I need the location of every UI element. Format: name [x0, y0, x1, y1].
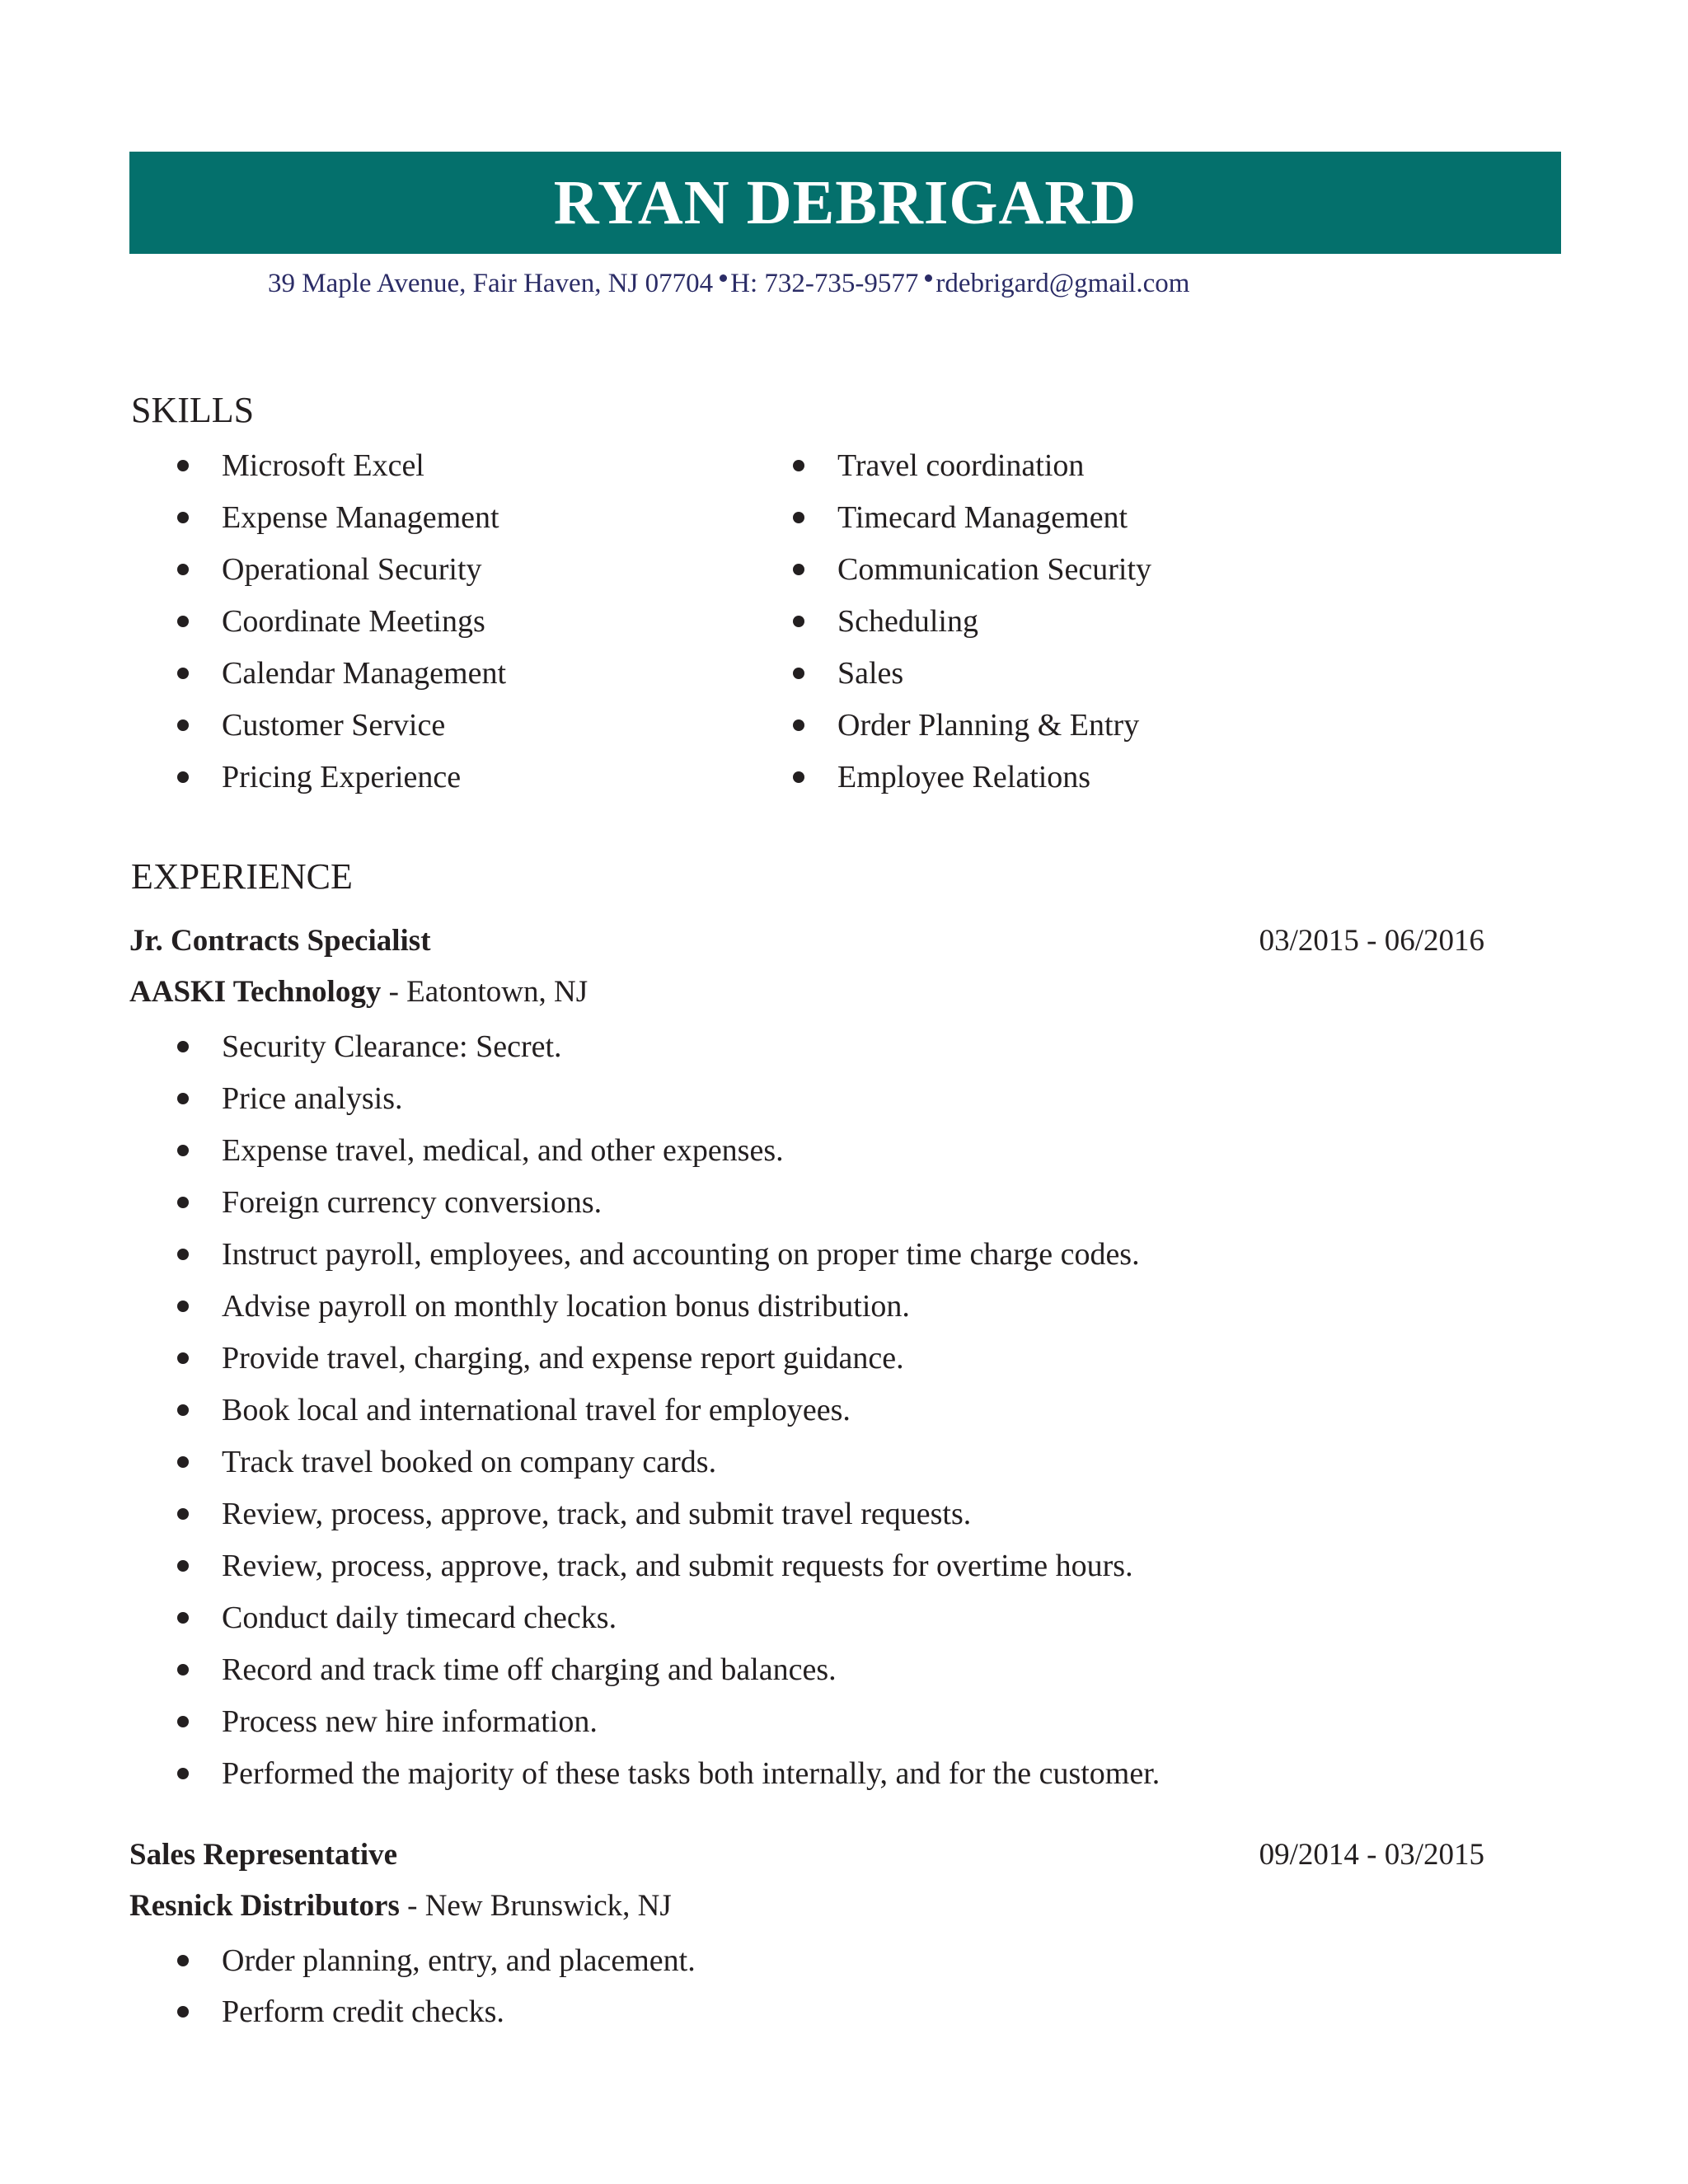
duty-item: [177, 1601, 617, 1634]
bullet-icon: [177, 564, 189, 575]
skill-item: [177, 761, 461, 794]
company-line: [129, 1891, 672, 1921]
skill-item: [793, 501, 1128, 534]
duty-text: Advise payroll on monthly location bonus distribution.: [222, 1289, 910, 1324]
bullet-icon: [793, 460, 804, 471]
skill-label: Coordinate Meetings: [222, 604, 485, 639]
duty-text: Security Clearance: Secret.: [222, 1029, 562, 1064]
skill-item: [177, 657, 506, 690]
duty-text: Provide travel, charging, and expense report guidance.: [222, 1341, 904, 1376]
job-title: Jr. Contracts Specialist: [129, 924, 431, 958]
job-dates: 03/2015 - 06/2016: [1259, 924, 1484, 958]
duty-text: Price analysis.: [222, 1081, 403, 1116]
duty-text: Perform credit checks.: [222, 1994, 504, 2029]
duty-item: [177, 1549, 1133, 1582]
duty-text: Expense travel, medical, and other expenses.: [222, 1133, 784, 1168]
bullet-icon: [177, 512, 189, 523]
bullet-icon: [177, 1612, 189, 1624]
duty-item: [177, 1705, 598, 1738]
name-banner: [129, 152, 1561, 254]
skill-item: [793, 709, 1139, 742]
skill-label: Calendar Management: [222, 656, 507, 691]
duty-text: Conduct daily timecard checks.: [222, 1601, 617, 1635]
duty-item: [177, 1757, 1160, 1790]
duty-text: Book local and international travel for employees.: [222, 1393, 851, 1427]
bullet-icon: [177, 1508, 189, 1520]
skill-label: Expense Management: [222, 500, 499, 535]
skill-label: Timecard Management: [837, 500, 1128, 535]
duty-text: Process new hire information.: [222, 1704, 598, 1739]
skill-item: [177, 449, 424, 482]
skill-label: Order Planning & Entry: [837, 708, 1140, 743]
duty-item: [177, 1944, 696, 1977]
skill-item: [793, 449, 1084, 482]
contact-address: 39 Maple Avenue, Fair Haven, NJ 07704: [268, 269, 714, 298]
bullet-icon: [177, 1041, 189, 1052]
bullet-icon: [177, 1768, 189, 1779]
skill-label: Pricing Experience: [222, 760, 462, 794]
duty-text: Instruct payroll, employees, and accounting on proper time charge codes.: [222, 1237, 1140, 1272]
bullet-icon: [177, 1456, 189, 1468]
bullet-icon: [793, 719, 804, 731]
skill-label: Sales: [837, 656, 904, 691]
duty-item: [177, 1030, 562, 1063]
duty-item: [177, 1134, 784, 1167]
contact-line: [268, 270, 1189, 298]
duty-text: Performed the majority of these tasks both internally, and for the customer.: [222, 1756, 1160, 1791]
bullet-icon: [177, 1716, 189, 1727]
skill-item: [793, 553, 1151, 586]
separator-dot-icon: [925, 274, 932, 282]
skill-item: [793, 761, 1090, 794]
duty-item: [177, 1082, 403, 1115]
company-name: AASKI Technology: [129, 975, 382, 1009]
bullet-icon: [793, 564, 804, 575]
bullet-icon: [177, 2006, 189, 2018]
duty-item: [177, 1497, 971, 1530]
candidate-name: RYAN DEBRIGARD: [553, 168, 1137, 237]
bullet-icon: [793, 512, 804, 523]
company-name: Resnick Distributors: [129, 1889, 400, 1923]
bullet-icon: [793, 668, 804, 679]
bullet-icon: [177, 1404, 189, 1416]
bullet-icon: [177, 1664, 189, 1675]
skill-item: [177, 553, 482, 586]
bullet-icon: [177, 1352, 189, 1364]
skill-label: Operational Security: [222, 552, 482, 587]
skill-label: Scheduling: [837, 604, 978, 639]
duty-text: Track travel booked on company cards.: [222, 1445, 717, 1479]
duty-item: [177, 1653, 837, 1686]
duty-text: Order planning, entry, and placement.: [222, 1943, 696, 1978]
bullet-icon: [177, 1197, 189, 1208]
contact-phone: H: 732-735-9577: [730, 269, 919, 298]
bullet-icon: [177, 1955, 189, 1966]
skill-item: [793, 605, 978, 638]
bullet-icon: [177, 668, 189, 679]
bullet-icon: [177, 616, 189, 627]
duty-item: [177, 1290, 910, 1323]
duty-item: [177, 1238, 1140, 1271]
duty-item: [177, 1342, 904, 1375]
contact-email: rdebrigard@gmail.com: [935, 269, 1190, 298]
skill-label: Travel coordination: [837, 448, 1085, 483]
duty-text: Review, process, approve, track, and submit requests for overtime hours.: [222, 1549, 1133, 1583]
skills-heading: SKILLS: [131, 390, 255, 430]
duty-item: [177, 1995, 504, 2028]
skill-item: [793, 657, 903, 690]
experience-heading: EXPERIENCE: [131, 856, 353, 897]
skill-label: Customer Service: [222, 708, 446, 743]
bullet-icon: [793, 771, 804, 783]
duty-item: [177, 1186, 602, 1219]
company-location: - Eatontown, NJ: [388, 975, 588, 1009]
bullet-icon: [177, 771, 189, 783]
skill-item: [177, 501, 499, 534]
skill-item: [177, 709, 445, 742]
skill-label: Communication Security: [837, 552, 1152, 587]
job-dates: 09/2014 - 03/2015: [1259, 1838, 1484, 1872]
skill-label: Employee Relations: [837, 760, 1091, 794]
bullet-icon: [177, 1093, 189, 1104]
skill-item: [177, 605, 485, 638]
bullet-icon: [177, 719, 189, 731]
skill-label: Microsoft Excel: [222, 448, 424, 483]
bullet-icon: [177, 1560, 189, 1572]
duty-text: Record and track time off charging and balances.: [222, 1652, 837, 1687]
duty-text: Foreign currency conversions.: [222, 1185, 603, 1220]
separator-dot-icon: [720, 274, 727, 282]
company-location: - New Brunswick, NJ: [407, 1889, 672, 1923]
bullet-icon: [793, 616, 804, 627]
job-title: Sales Representative: [129, 1838, 398, 1872]
bullet-icon: [177, 460, 189, 471]
duty-item: [177, 1446, 716, 1479]
bullet-icon: [177, 1145, 189, 1156]
bullet-icon: [177, 1301, 189, 1312]
duty-item: [177, 1394, 851, 1427]
bullet-icon: [177, 1249, 189, 1260]
duty-text: Review, process, approve, track, and submit travel requests.: [222, 1497, 972, 1531]
company-line: [129, 977, 588, 1007]
